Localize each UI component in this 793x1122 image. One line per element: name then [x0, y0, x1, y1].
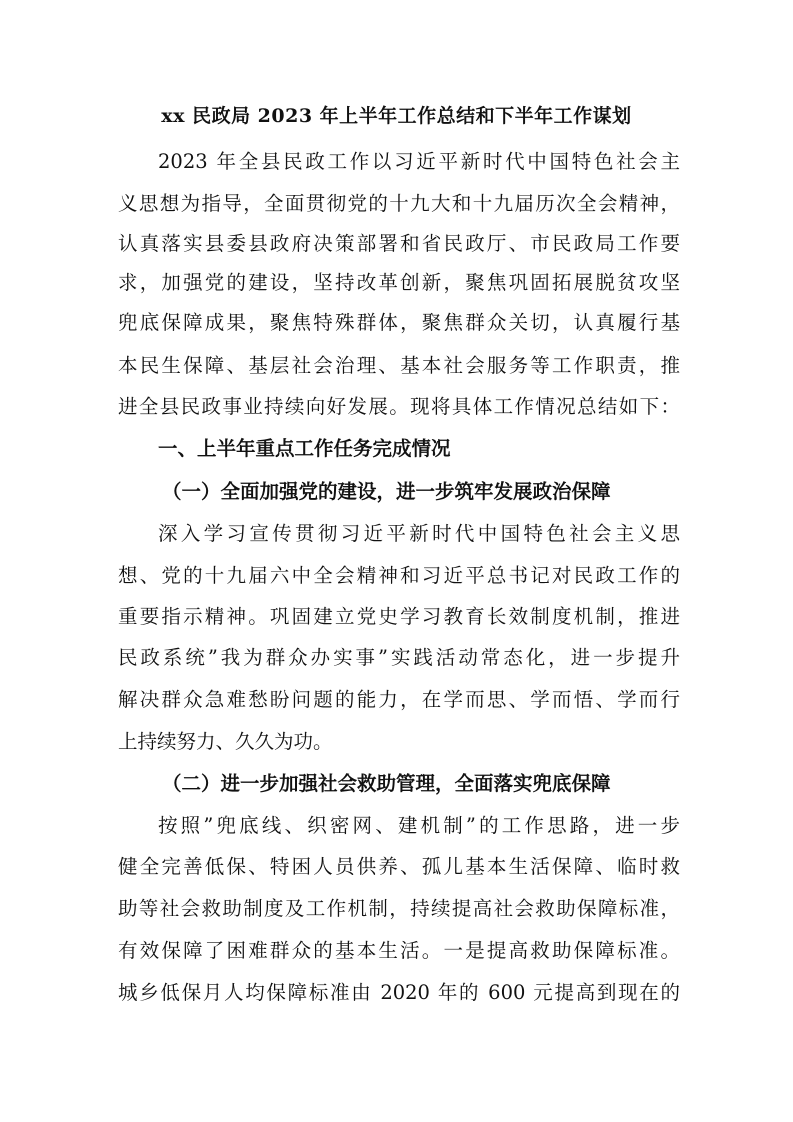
document-title: xx 民政局 2023 年上半年工作总结和下半年工作谋划: [161, 105, 632, 127]
section-heading: 一、上半年重点工作任务完成情况: [158, 437, 451, 460]
paragraph-line: 2023 年全县民政工作以习近平新时代中国特色社会主: [158, 150, 680, 173]
paragraph-line: 助等社会救助制度及工作机制，持续提高社会救助保障标准，: [118, 897, 680, 920]
paragraph-line: 进全县民政事业持续向好发展。现将具体工作情况总结如下：: [118, 395, 680, 418]
paragraph-line: 义思想为指导，全面贯彻党的十九大和十九届历次全会精神，: [118, 192, 680, 215]
subsection-heading: （二）进一步加强社会救助管理，全面落实兜底保障: [162, 772, 611, 795]
paragraph-line: 想、党的十九届六中全会精神和习近平总书记对民政工作的: [118, 564, 680, 587]
paragraph-line: 有效保障了困难群众的基本生活。一是提高救助保障标准。: [118, 939, 680, 962]
paragraph-line: 按照”兜底线、织密网、建机制”的工作思路，进一步: [158, 814, 680, 837]
paragraph-line: 健全完善低保、特困人员供养、孤儿基本生活保障、临时救: [118, 855, 680, 878]
paragraph-line: 兜底保障成果，聚焦特殊群体，聚焦群众关切，认真履行基: [118, 311, 680, 334]
paragraph-line: 解决群众急难愁盼问题的能力，在学而思、学而悟、学而行: [118, 688, 680, 711]
paragraph-line: 本民生保障、基层社会治理、基本社会服务等工作职责，推: [118, 354, 680, 377]
paragraph-line: 上持续努力、久久为功。: [118, 730, 333, 753]
subsection-heading: （一）全面加强党的建设，进一步筑牢发展政治保障: [162, 480, 611, 503]
paragraph-line: 求，加强党的建设，坚持改革创新，聚焦巩固拓展脱贫攻坚: [118, 271, 680, 294]
paragraph-line: 民政系统”我为群众办实事”实践活动常态化，进一步提升: [118, 646, 680, 669]
paragraph-line: 城乡低保月人均保障标准由 2020 年的 600 元提高到现在的: [118, 981, 680, 1004]
paragraph-line: 认真落实县委县政府决策部署和省民政厅、市民政局工作要: [118, 232, 680, 255]
paragraph-line: 重要指示精神。巩固建立党史学习教育长效制度机制，推进: [118, 605, 680, 628]
paragraph-line: 深入学习宣传贯彻习近平新时代中国特色社会主义思: [158, 522, 680, 545]
